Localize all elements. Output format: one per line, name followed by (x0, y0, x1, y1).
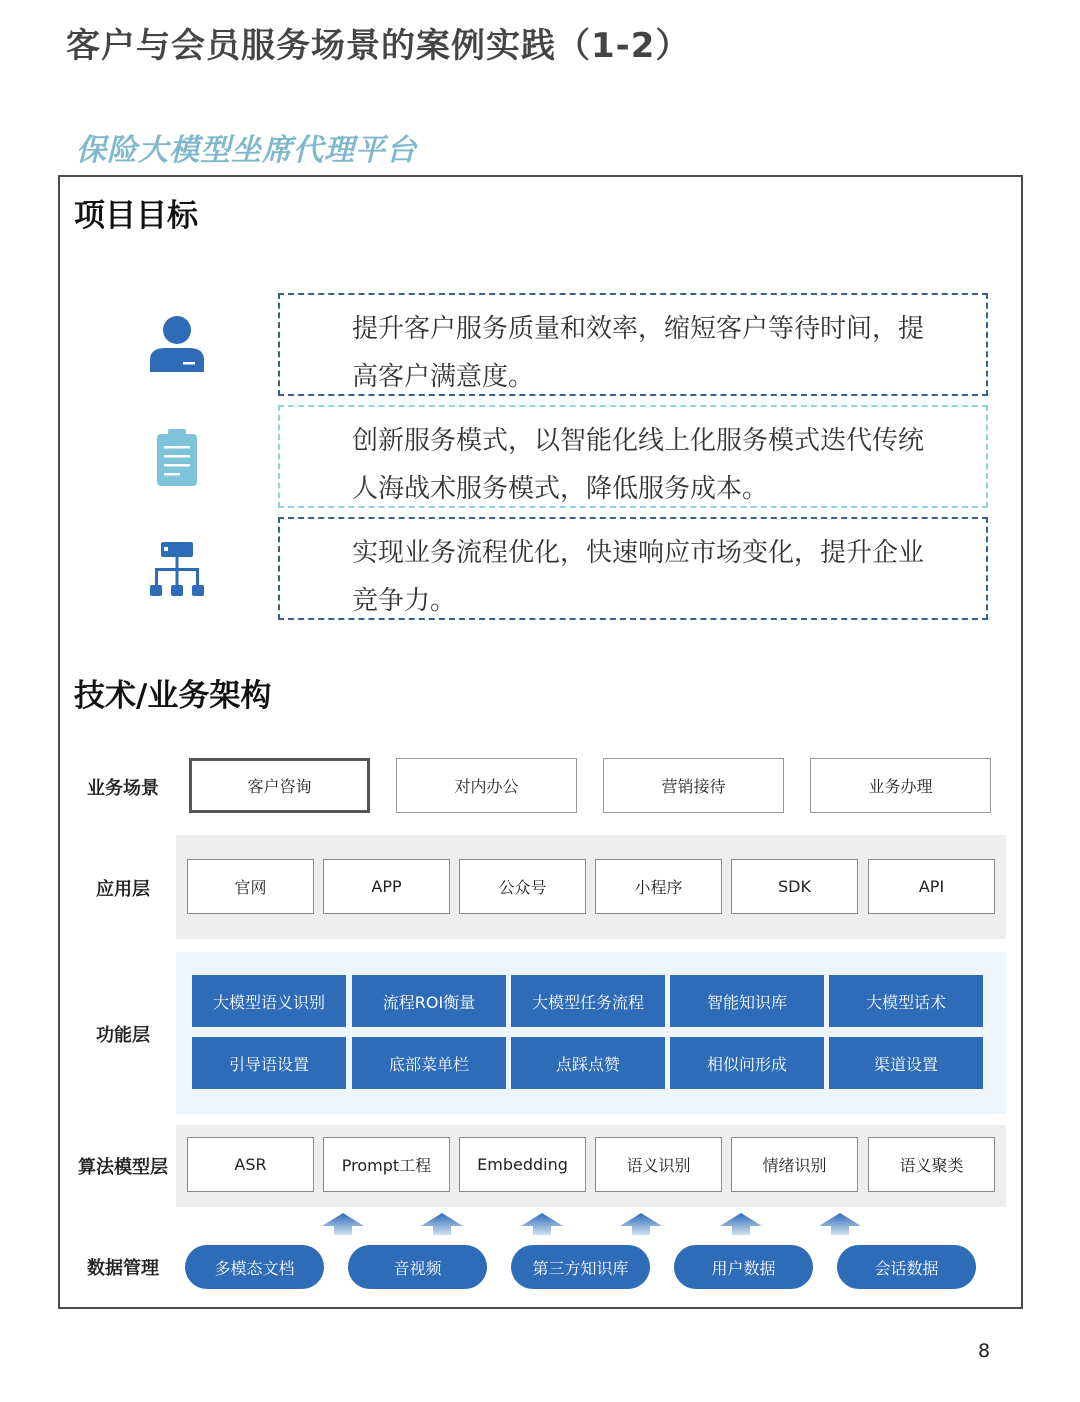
up-arrow-icon (619, 1212, 663, 1236)
goals-title: 项目目标 (74, 198, 198, 234)
func-cell: 大模型语义识别 (192, 975, 346, 1027)
func-cell: 智能知识库 (670, 975, 824, 1027)
goal-text-line: 高客户满意度。 (352, 362, 535, 392)
page-number: 8 (978, 1340, 991, 1362)
app-cell: API (868, 859, 995, 914)
goal-text-line: 提升客户服务质量和效率，缩短客户等待时间，提 (352, 314, 925, 344)
subtitle: 保险大模型坐席代理平台 (76, 133, 417, 168)
app-cell: 小程序 (595, 859, 722, 914)
algo-cell: 语义识别 (595, 1137, 722, 1192)
scene-business-handling[interactable]: 业务办理 (810, 758, 991, 813)
func-cell: 底部菜单栏 (352, 1037, 506, 1089)
clipboard-icon (145, 426, 209, 490)
func-cell: 相似问形成 (670, 1037, 824, 1089)
scene-internal-office[interactable]: 对内办公 (396, 758, 577, 813)
hierarchy-icon (145, 538, 209, 602)
up-arrow-icon (321, 1212, 365, 1236)
goal-text-line: 人海战术服务模式，降低服务成本。 (352, 474, 769, 504)
algo-cell: 语义聚类 (868, 1137, 995, 1192)
scene-row-label: 业务场景 (87, 778, 159, 799)
data-pill: 用户数据 (674, 1245, 813, 1289)
scene-customer-consult[interactable]: 客户咨询 (189, 758, 370, 813)
goal-text-line: 实现业务流程优化，快速响应市场变化，提升企业 (352, 538, 925, 568)
data-pill: 第三方知识库 (511, 1245, 650, 1289)
up-arrow-icon (420, 1212, 464, 1236)
func-cell: 引导语设置 (192, 1037, 346, 1089)
algo-cell: ASR (187, 1137, 314, 1192)
app-cell: APP (323, 859, 450, 914)
data-pill: 多模态文档 (185, 1245, 324, 1289)
algo-cell: Embedding (459, 1137, 586, 1192)
func-cell: 大模型任务流程 (511, 975, 665, 1027)
algo-cell: Prompt工程 (323, 1137, 450, 1192)
app-row-label: 应用层 (96, 879, 150, 900)
up-arrow-icon (520, 1212, 564, 1236)
person-icon (145, 312, 209, 376)
up-arrow-icon (818, 1212, 862, 1236)
goal-box-1 (278, 293, 988, 396)
app-cell: 官网 (187, 859, 314, 914)
app-cell: 公众号 (459, 859, 586, 914)
func-cell: 流程ROI衡量 (352, 975, 506, 1027)
scene-marketing-reception[interactable]: 营销接待 (603, 758, 784, 813)
goal-box-2 (278, 405, 988, 508)
goal-text-line: 创新服务模式，以智能化线上化服务模式迭代传统 (352, 426, 925, 456)
func-cell: 点踩点赞 (511, 1037, 665, 1089)
func-cell: 大模型话术 (829, 975, 983, 1027)
goal-box-3 (278, 517, 988, 620)
func-row-label: 功能层 (96, 1025, 150, 1046)
func-cell: 渠道设置 (829, 1037, 983, 1089)
goal-text-line: 竞争力。 (352, 586, 457, 616)
up-arrow-icon (719, 1212, 763, 1236)
page-title: 客户与会员服务场景的案例实践（1-2） (66, 26, 691, 66)
data-pill: 音视频 (348, 1245, 487, 1289)
architecture-title: 技术/业务架构 (74, 678, 272, 714)
algo-row-label: 算法模型层 (78, 1157, 168, 1178)
data-row-label: 数据管理 (87, 1258, 159, 1279)
algo-cell: 情绪识别 (731, 1137, 858, 1192)
app-cell: SDK (731, 859, 858, 914)
data-pill: 会话数据 (837, 1245, 976, 1289)
